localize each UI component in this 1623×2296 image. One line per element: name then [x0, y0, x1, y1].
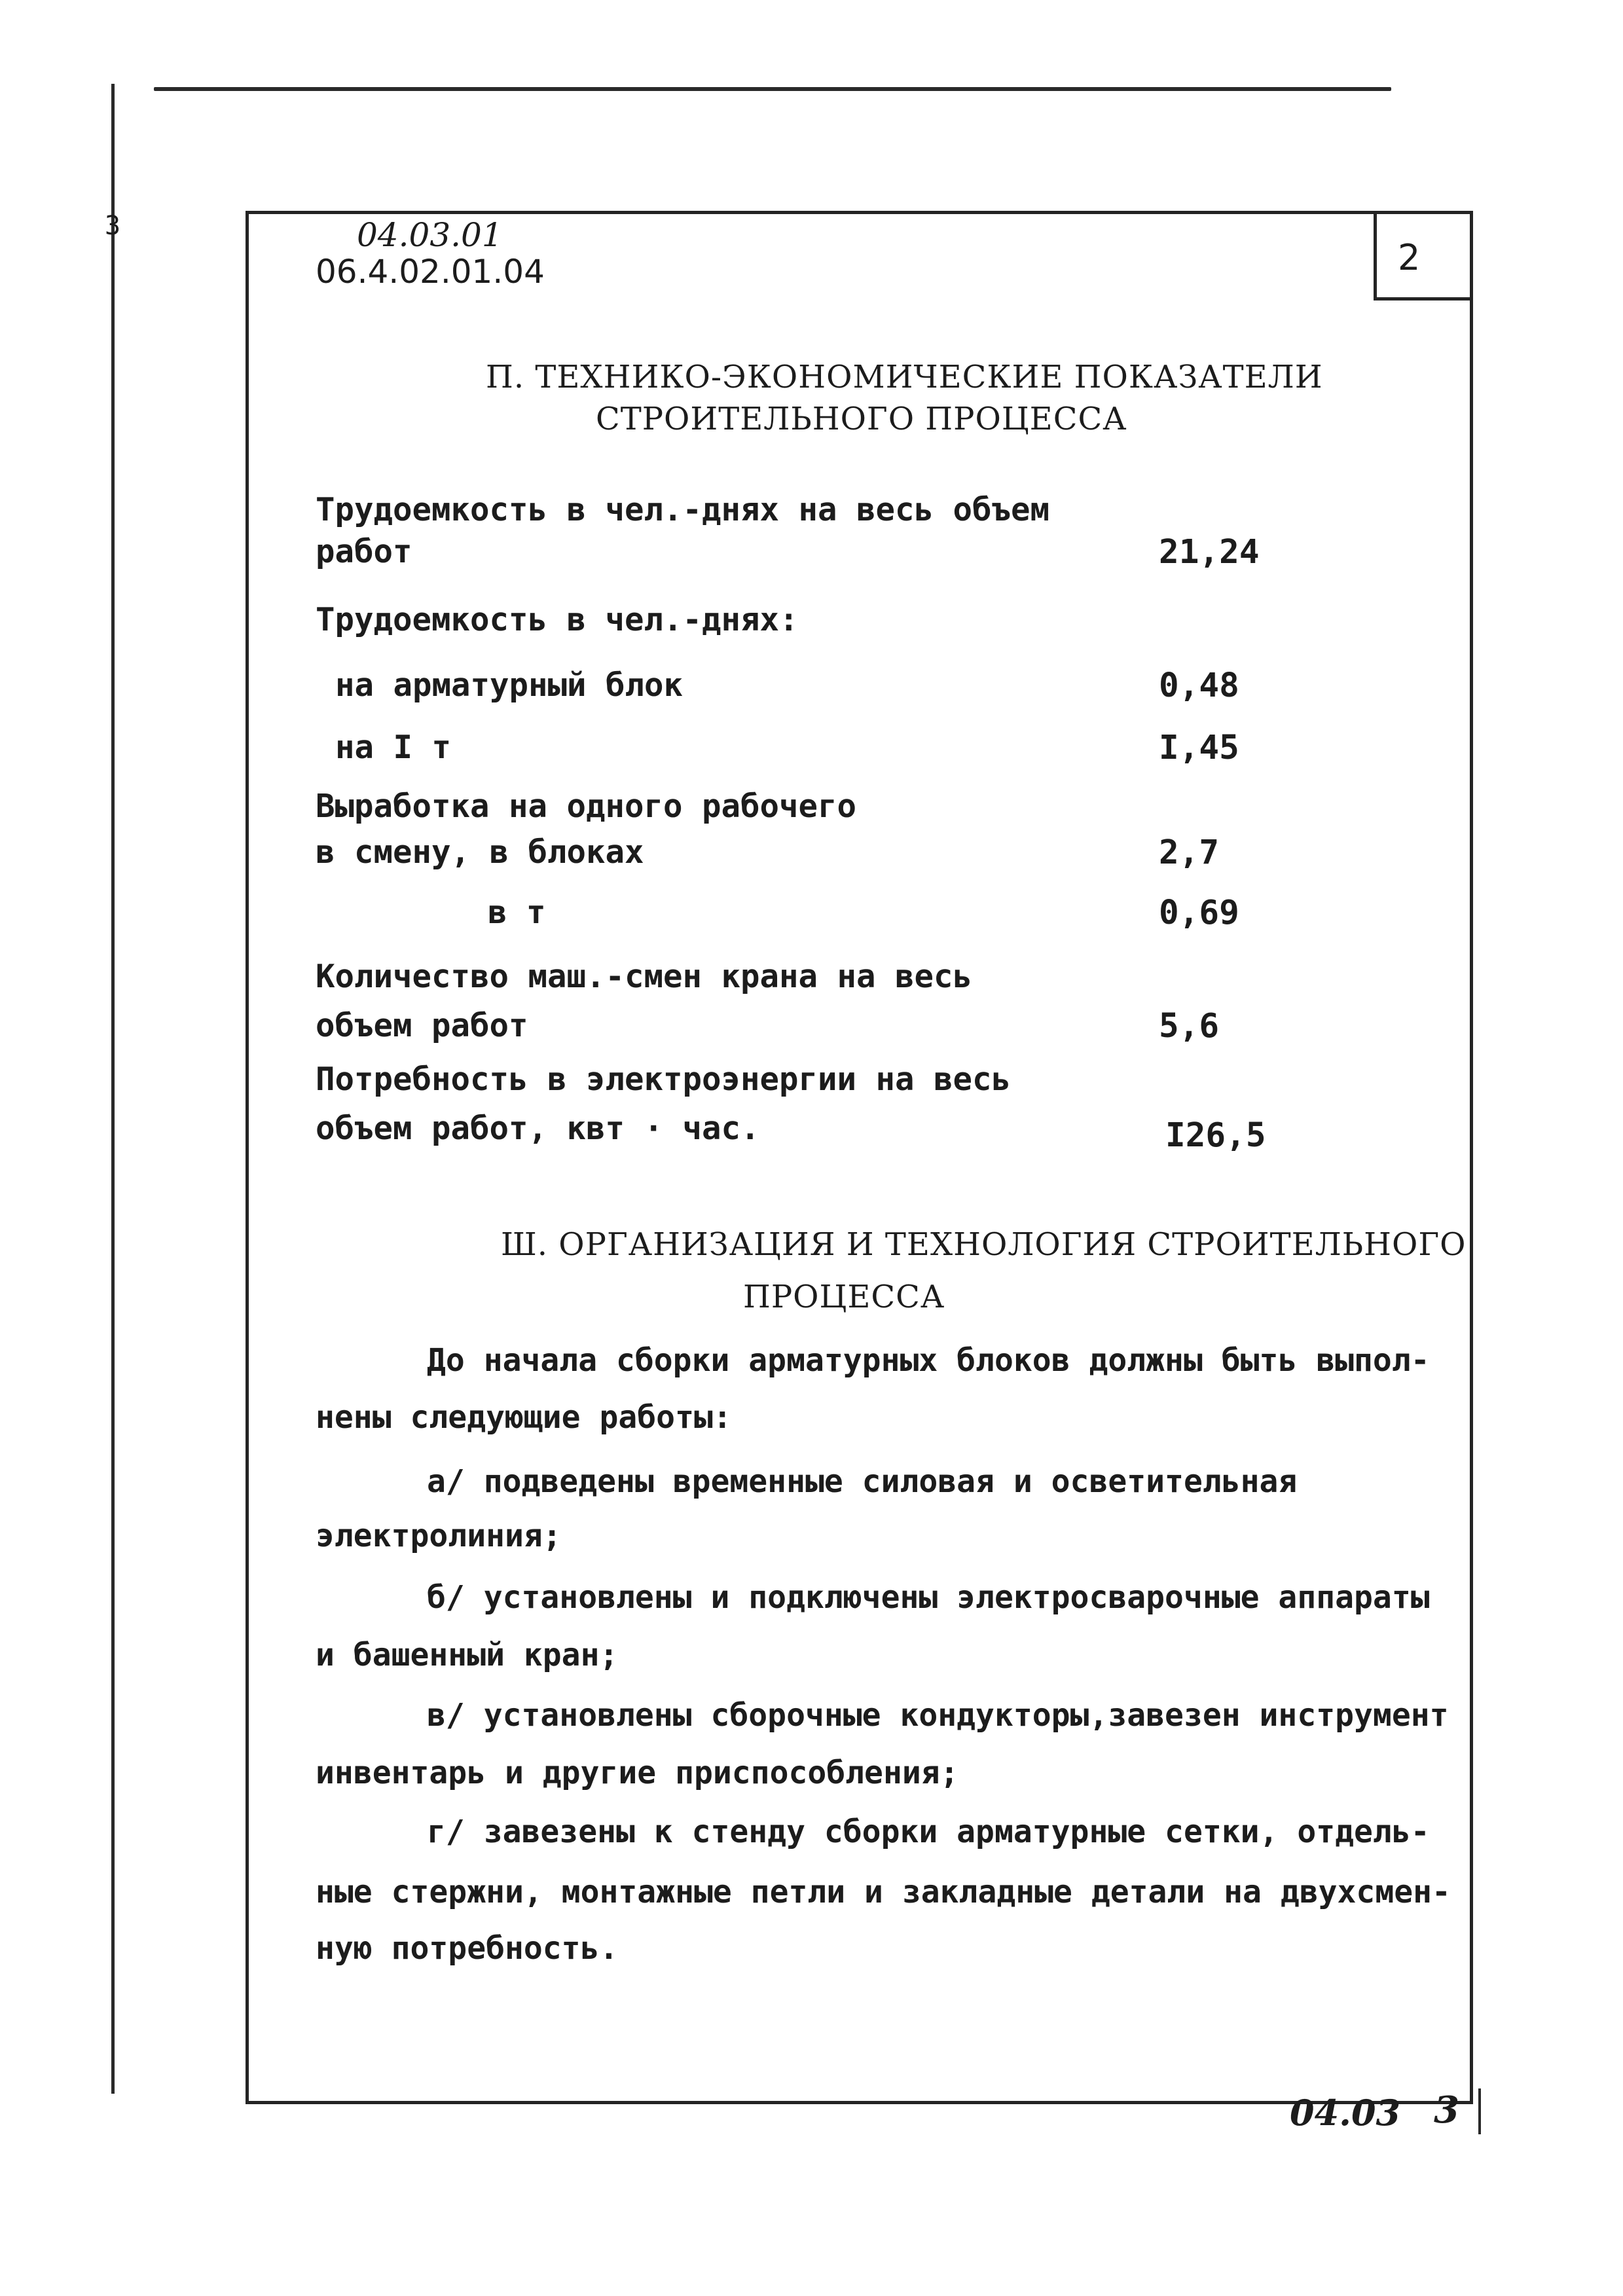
page-number-box — [1374, 211, 1473, 301]
row2-label: Трудоемкость в чел.-днях: — [316, 601, 799, 638]
document-code: 06.4.02.01.04 — [316, 253, 545, 291]
row7-label-b: объем работ — [316, 1007, 528, 1044]
row6-value: 0,69 — [1159, 894, 1239, 932]
top-rule — [154, 87, 1391, 91]
row7-value: 5,6 — [1159, 1007, 1220, 1046]
body-line-2: нены следующие работы: — [316, 1399, 732, 1436]
row5-label-a: Выработка на одного рабочего — [316, 788, 857, 825]
margin-mark: 3 — [105, 211, 121, 241]
row8-label-a: Потребность в электроэнергии на весь — [316, 1061, 1012, 1098]
row3-label: на арматурный блок — [335, 666, 684, 704]
handwritten-code: 04.03.01 — [357, 216, 503, 254]
row5-value: 2,7 — [1159, 833, 1220, 872]
row1-label-b: работ — [316, 533, 412, 570]
row8-label-b: объем работ, квт · час. — [316, 1110, 760, 1147]
page-number: 2 — [1398, 237, 1421, 278]
section3-title-line2: ПРОЦЕССА — [743, 1279, 945, 1315]
body-line-6: и башенный кран; — [316, 1637, 619, 1673]
row1-label-a: Трудоемкость в чел.-днях на весь объем — [316, 491, 1050, 528]
body-line-11: ную потребность. — [316, 1930, 619, 1967]
body-line-1: До начала сборки арматурных блоков должны быть выпол- — [427, 1342, 1430, 1379]
body-line-9: г/ завезены к стенду сборки арматурные сетки, отдель- — [427, 1813, 1430, 1850]
row3-value: 0,48 — [1159, 666, 1239, 705]
section2-title-line1: П. ТЕХНИКО-ЭКОНОМИЧЕСКИЕ ПОКАЗАТЕЛИ — [486, 359, 1323, 395]
row8-value: I26,5 — [1165, 1116, 1266, 1155]
body-line-7: в/ установлены сборочные кондукторы,завезен инструмент — [427, 1697, 1449, 1734]
footer-code: 04.03 — [1290, 2092, 1401, 2134]
row1-value: 21,24 — [1159, 533, 1260, 572]
body-line-8: инвентарь и другие приспособления; — [316, 1755, 959, 1791]
footer-page: 3 — [1434, 2088, 1459, 2132]
section3-title-line1: Ш. ОРГАНИЗАЦИЯ И ТЕХНОЛОГИЯ СТРОИТЕЛЬНОГО — [501, 1226, 1467, 1263]
row5-label-b: в смену, в блоках — [316, 833, 644, 871]
footer-bar — [1478, 2088, 1481, 2134]
left-margin-line — [111, 84, 115, 2094]
row7-label-a: Количество маш.-смен крана на весь — [316, 958, 973, 995]
body-line-3: а/ подведены временные силовая и осветительная — [427, 1463, 1298, 1500]
row4-label: на I т — [335, 729, 452, 766]
row4-value: I,45 — [1159, 729, 1239, 767]
body-line-5: б/ установлены и подключены электросварочные аппараты — [427, 1579, 1430, 1616]
body-line-10: ные стержни, монтажные петли и закладные детали на двухсмен- — [316, 1874, 1451, 1910]
body-line-4: электролиния; — [316, 1518, 562, 1554]
section2-title-line2: СТРОИТЕЛЬНОГО ПРОЦЕССА — [596, 401, 1127, 437]
row6-label: в т — [488, 894, 546, 931]
